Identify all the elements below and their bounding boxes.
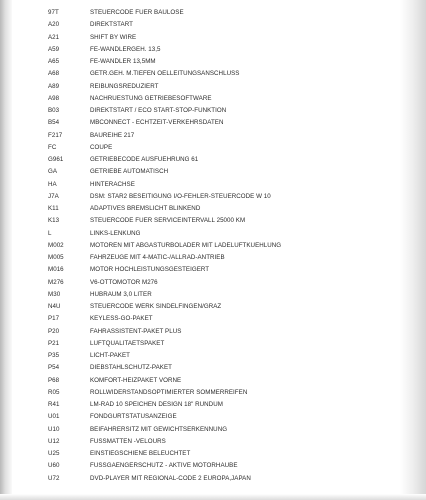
option-row [0, 166, 400, 178]
option-description: V6-OTTOMOTOR M276 [90, 278, 158, 286]
option-row [0, 154, 400, 166]
option-code: U12 [48, 437, 60, 445]
option-row [0, 130, 400, 142]
option-row [0, 350, 400, 362]
option-description: FAHRASSISTENT-PAKET PLUS [90, 327, 182, 335]
option-row [0, 203, 400, 215]
option-code: M276 [48, 278, 64, 286]
option-row [0, 56, 400, 68]
option-description: SHIFT BY WIRE [90, 33, 137, 41]
option-description: FE-WANDLER 13,5MM [90, 58, 156, 65]
option-code: A21 [48, 33, 60, 41]
option-code: B03 [48, 107, 60, 114]
option-row [0, 399, 400, 411]
option-code: J7A [48, 192, 59, 200]
option-description: ROLLWIDERSTANDSOPTIMIERTER SOMMERREIFEN [90, 388, 248, 396]
option-code: R41 [48, 401, 60, 408]
option-description: ADAPTIVES BREMSLICHT BLINKEND [90, 205, 201, 212]
option-description: BAUREIHE 217 [90, 131, 135, 139]
option-description: KOMFORT-HEIZPAKET VORNE [90, 376, 182, 384]
option-code-list [0, 7, 400, 485]
option-code: A65 [48, 58, 60, 65]
option-code: A89 [48, 82, 60, 90]
option-description: COUPE [90, 143, 113, 151]
option-row [0, 228, 400, 240]
option-code: P68 [48, 376, 60, 384]
option-code: U60 [48, 462, 60, 470]
option-row [0, 93, 400, 105]
option-description: STEUERCODE FUER BAULOSE [90, 9, 184, 16]
option-row [0, 338, 400, 350]
option-code: F217 [48, 131, 63, 139]
option-code: P21 [48, 339, 60, 347]
option-row [0, 436, 400, 448]
option-code: U72 [48, 474, 60, 482]
option-code: HA [48, 180, 57, 188]
option-row [0, 179, 400, 191]
option-code: K11 [48, 205, 59, 212]
option-row [0, 448, 400, 460]
option-description: DIEBSTAHLSCHUTZ-PAKET [90, 364, 172, 372]
option-code: M30 [48, 290, 61, 298]
option-row [0, 44, 400, 56]
option-row [0, 252, 400, 264]
option-description: DIREKTSTART / ECO START-STOP-FUNKTION [90, 107, 227, 114]
option-description: DSM: STAR2 BESEITIGUNG I/O-FEHLER-STEUERCODE W 10 [90, 192, 271, 200]
option-row [0, 68, 400, 80]
option-row [0, 387, 400, 399]
option-description: MBCONNECT - ECHTZEIT-VERKEHRSDATEN [90, 119, 224, 127]
option-row [0, 7, 400, 19]
option-code: P35 [48, 352, 60, 359]
option-description: BEIFAHRERSITZ MIT GEWICHTSERKENNUNG [90, 425, 228, 433]
option-code: K13 [48, 217, 60, 225]
option-description: DVD-PLAYER MIT REGIONAL-CODE 2 EUROPA,JAPAN [90, 474, 251, 482]
option-row [0, 424, 400, 436]
option-description: GETRIEBECODE AUSFUEHRUNG 61 [90, 156, 199, 163]
option-code: L [48, 229, 52, 237]
option-description: NACHRUESTUNG GETRIEBESOFTWARE [90, 94, 212, 102]
option-code: P20 [48, 327, 60, 335]
option-code: A98 [48, 94, 60, 102]
option-code: U25 [48, 450, 60, 457]
option-description: STEUERCODE WERK SINDELFINGEN/GRAZ [90, 303, 222, 310]
option-description: LINKS-LENKUNG [90, 229, 141, 237]
option-code: A59 [48, 45, 60, 53]
option-code: M005 [48, 254, 64, 261]
option-row [0, 264, 400, 276]
option-row [0, 301, 400, 313]
option-row [0, 117, 400, 129]
option-row [0, 240, 400, 252]
option-description: EINSTIEGSCHIENE BELEUCHTET [90, 450, 191, 457]
option-description: LM-RAD 10 SPEICHEN DESIGN 18" RUNDUM [90, 401, 223, 408]
option-description: REIBUNGSREDUZIERT [90, 82, 159, 90]
option-description: MOTOREN MIT ABGASTURBOLADER MIT LADELUFTKUEHLUNG [90, 241, 282, 249]
option-code: B54 [48, 119, 60, 127]
option-row [0, 460, 400, 472]
option-code: G961 [48, 156, 64, 163]
option-description: GETR.GEH. M.TIEFEN OELLEITUNGSANSCHLUSS [90, 70, 240, 78]
option-description: FONDGURTSTATUSANZEIGE [90, 413, 177, 421]
option-row [0, 375, 400, 387]
option-code: U10 [48, 425, 60, 433]
option-description: STEUERCODE FUER SERVICEINTERVALL 25000 KM [90, 217, 246, 225]
option-code: A20 [48, 21, 60, 29]
option-description: KEYLESS-GO-PAKET [90, 315, 153, 323]
option-row [0, 142, 400, 154]
option-code: N4U [48, 303, 61, 310]
option-description: LUFTQUALITAETSPAKET [90, 339, 165, 347]
option-code: P54 [48, 364, 60, 372]
option-row [0, 411, 400, 423]
option-description: FUSSGAENGERSCHUTZ - AKTIVE MOTORHAUBE [90, 462, 238, 470]
option-code: FC [48, 143, 57, 151]
option-code: M016 [48, 266, 64, 274]
option-row [0, 362, 400, 374]
page-right-shadow [400, 0, 426, 500]
option-row [0, 277, 400, 289]
option-row [0, 313, 400, 325]
page-bottom-shadow [0, 494, 426, 500]
option-description: FAHRZEUGE MIT 4-MATIC-/ALLRAD-ANTRIEB [90, 254, 225, 261]
option-code: 97T [48, 9, 59, 16]
option-row [0, 19, 400, 31]
option-description: DIREKTSTART [90, 21, 133, 29]
option-description: FUSSMATTEN -VELOURS [90, 437, 166, 445]
option-row [0, 191, 400, 203]
option-description: FE-WANDLERGEH. 13,5 [90, 45, 161, 53]
option-code: M002 [48, 241, 64, 249]
option-code: U01 [48, 413, 60, 421]
option-code: R05 [48, 388, 60, 396]
option-row [0, 289, 400, 301]
option-row [0, 105, 400, 117]
option-row [0, 32, 400, 44]
option-code: A68 [48, 70, 60, 78]
option-row [0, 81, 400, 93]
option-description: MOTOR HOCHLEISTUNGSGESTEIGERT [90, 266, 210, 274]
option-description: LICHT-PAKET [90, 352, 130, 359]
option-description: HINTERACHSE [90, 180, 135, 188]
option-row [0, 326, 400, 338]
option-description: HUBRAUM 3,0 LITER [90, 290, 152, 298]
option-code: P17 [48, 315, 60, 323]
option-row [0, 215, 400, 227]
option-row [0, 473, 400, 485]
option-description: GETRIEBE AUTOMATISCH [90, 168, 169, 176]
option-code: GA [48, 168, 58, 176]
